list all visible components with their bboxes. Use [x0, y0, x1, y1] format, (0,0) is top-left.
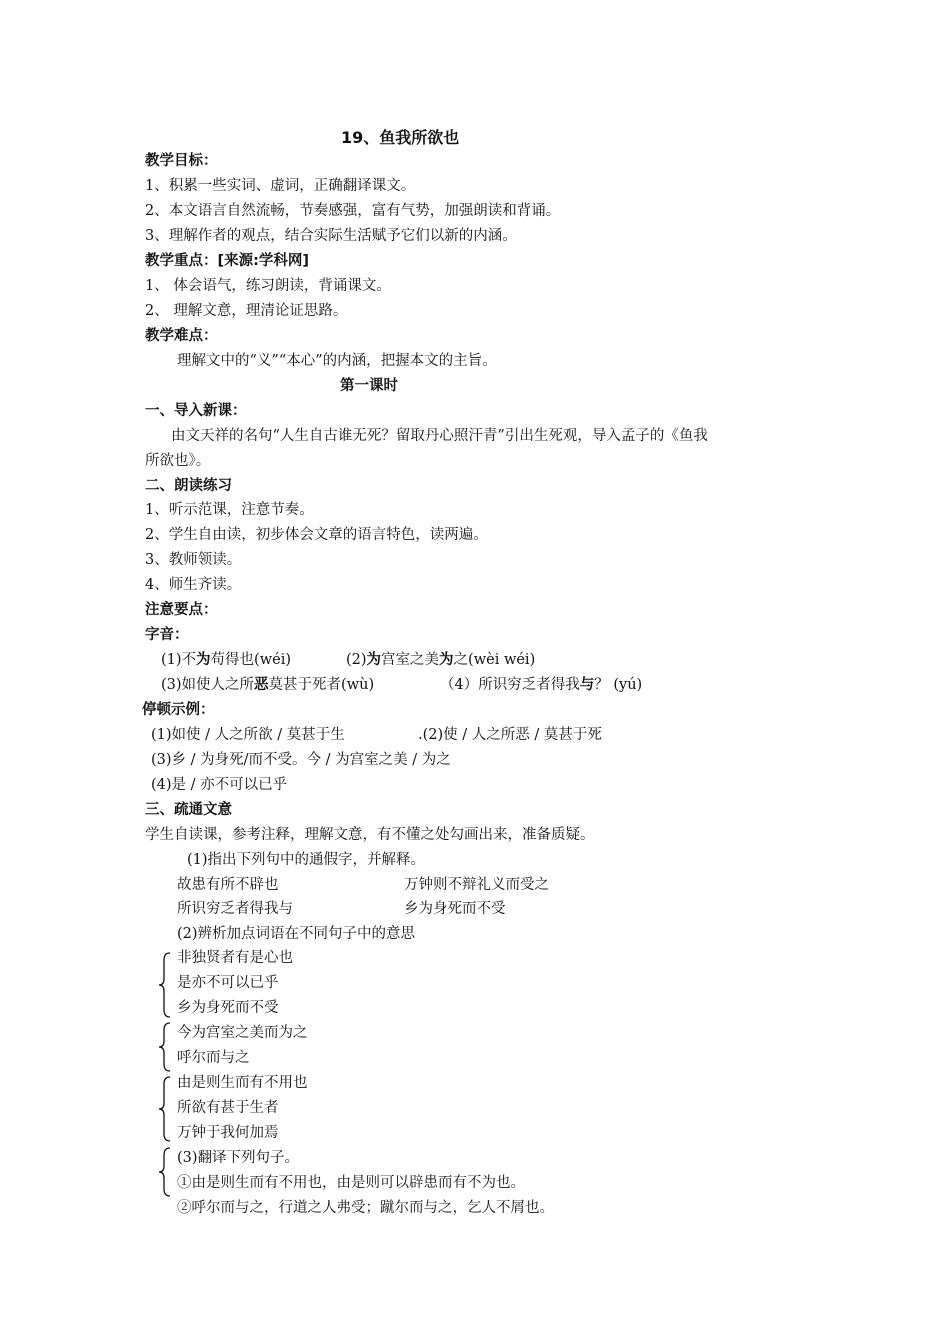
pron-text: ？ (yú): [594, 677, 643, 693]
group3-item: 万钟于我何加焉: [177, 1125, 279, 1141]
pause-heading: 停顿示例：: [142, 702, 215, 718]
key-points-heading: 教学重点：[来源:学科网]: [145, 253, 310, 269]
notes-heading: 注意要点：: [145, 602, 218, 618]
q1-item: 故患有所不辟也: [177, 877, 279, 893]
reading-item: 2、学生自由读，初步体会文章的语言特色，读两遍。: [145, 527, 488, 543]
pron-key-char: 与: [579, 677, 595, 693]
group2-item: 今为宫室之美而为之: [177, 1025, 308, 1041]
page-title: 19、鱼我所欲也: [341, 128, 460, 147]
group1-item: 非独贤者有是心也: [177, 950, 293, 966]
pron-text: (1)不: [161, 652, 197, 668]
pron-key-char: 为: [196, 652, 211, 668]
pron-heading: 字音：: [145, 627, 189, 643]
pron-item-3: [161, 675, 374, 695]
brace-group-3: [156, 1076, 172, 1142]
q1-item: 乡为身死而不受: [404, 901, 506, 917]
pron-text: 莫甚于死者(wù): [268, 677, 375, 693]
goal-item: 1、积累一些实词、虚词，正确翻译课文。: [145, 178, 416, 194]
pause-example: .(2)使 / 人之所恶 / 莫甚于死: [418, 727, 602, 743]
key-point-item: 1、 体会语气，练习朗读，背诵课文。: [145, 278, 391, 294]
pron-key-char: 恶: [254, 677, 269, 693]
pron-item-1: [161, 650, 291, 670]
difficulty-text: 理解文中的“义”“本心”的内涵，把握本文的主旨。: [177, 353, 497, 369]
group1-item: 乡为身死而不受: [177, 1000, 279, 1016]
reading-item: 3、教师领读。: [145, 552, 242, 568]
question-1: (1)指出下列句中的通假字，并解释。: [187, 852, 426, 868]
goal-item: 2、本文语言自然流畅，节奏感强，富有气势，加强朗读和背诵。: [145, 203, 561, 219]
group2-item: 呼尔而与之: [177, 1050, 250, 1066]
pron-text: 之(wèi wéi): [453, 652, 536, 668]
intro-heading: 一、导入新课：: [145, 403, 247, 419]
brace-group-2: [156, 1022, 172, 1072]
pron-text: 宫室之美: [381, 652, 440, 668]
q1-item: 所识穷乏者得我与: [177, 901, 293, 917]
pron-key-char: 为: [366, 652, 382, 668]
reading-item: 1、听示范课，注意节奏。: [145, 502, 314, 518]
difficulty-heading: 教学难点：: [145, 328, 218, 344]
comprehend-intro: 学生自读课，参考注释，理解文意，有不懂之处勾画出来，准备质疑。: [145, 827, 595, 843]
group3-item: 由是则生而有不用也: [177, 1075, 308, 1091]
pron-item-4: [440, 675, 642, 695]
brace-group-4: [156, 1147, 172, 1197]
intro-text-line2: 所欲也》。: [145, 453, 211, 469]
pron-text: (3)如使人之所: [161, 677, 255, 693]
pron-key-char: 为: [439, 652, 454, 668]
question-2: (2)辨析加点词语在不同句子中的意思: [177, 926, 416, 942]
q3-item: ①由是则生而有不用也，由是则可以辟患而有不为也。: [177, 1175, 525, 1191]
group1-item: 是亦不可以已乎: [177, 975, 279, 991]
pron-text: （4）所识穷乏者得我: [440, 677, 580, 693]
q3-item: ②呼尔而与之，行道之人弗受；蹴尔而与之，乞人不屑也。: [177, 1200, 554, 1216]
pron-text: (2): [346, 652, 367, 668]
question-3: (3)翻译下列句子。: [177, 1150, 300, 1166]
q1-item: 万钟则不辩礼义而受之: [404, 877, 549, 893]
brace-group-1: [156, 952, 172, 1018]
comprehend-heading: 三、疏通文意: [145, 802, 232, 818]
reading-item: 4、师生齐读。: [145, 577, 242, 593]
group3-item: 所欲有甚于生者: [177, 1100, 279, 1116]
pron-text: 苟得也(wéi): [210, 652, 291, 668]
reading-heading: 二、朗读练习: [145, 478, 232, 494]
intro-text-line1: 由文天祥的名句“人生自古谁无死？留取丹心照汗青”引出生死观，导入孟子的《鱼我: [171, 428, 708, 444]
pron-item-2: [346, 650, 535, 670]
lesson-label: 第一课时: [340, 378, 398, 394]
goals-heading: 教学目标：: [145, 153, 218, 169]
pause-example: (3)乡 / 为身死/而不受。今 / 为宫室之美 / 为之: [151, 752, 451, 768]
pause-example: (1)如使 / 人之所欲 / 莫甚于生: [151, 727, 345, 743]
key-point-item: 2、 理解文意，理清论证思路。: [145, 303, 348, 319]
goal-item: 3、理解作者的观点，结合实际生活赋予它们以新的内涵。: [145, 228, 517, 244]
pause-example: (4)是 / 亦不可以已乎: [151, 777, 288, 793]
